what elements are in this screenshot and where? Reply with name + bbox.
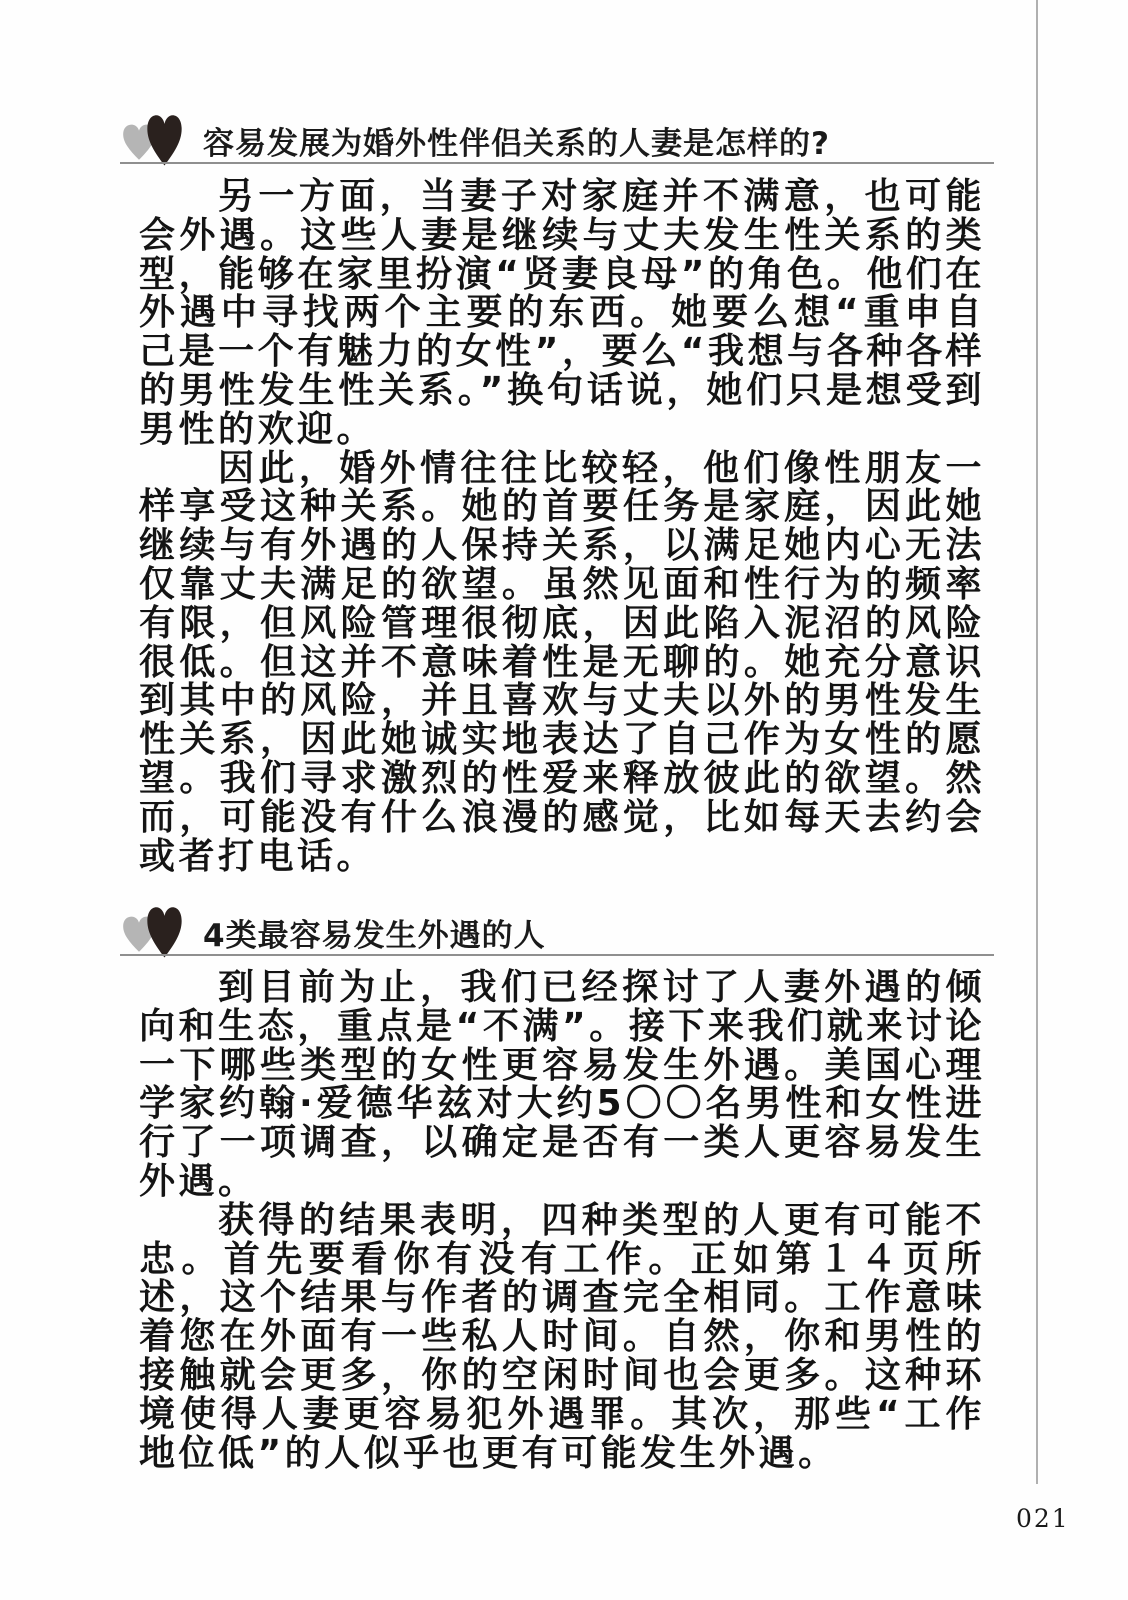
- heading-underline: [120, 954, 994, 956]
- paragraph-4: 获得的结果表明，四种类型的人更有可能不忠。首先要看你有没有工作。正如第１４页所述，这个结果与作者的调查完全相同。工作意味着您在外面有一些私人时间。自然，你和男性的接触就会更多，你的空闲时间也会更多。这种环境使得人妻更容易犯外遇罪。其次，那些“工作地位低”的人似乎也更有可能发生外遇。: [139, 1199, 985, 1474]
- heading-underline: [120, 162, 994, 164]
- margin-rule: [1036, 0, 1038, 1484]
- paragraph-3: 到目前为止，我们已经探讨了人妻外遇的倾向和生态，重点是“不满”。接下来我们就来讨论一下哪些类型的女性更容易发生外遇。美国心理学家约翰·爱德华兹对大约5〇〇名男性和女性进行了一项调查，以确定是否有一类人更容易发生外遇。: [139, 967, 985, 1202]
- section-heading: 容易发展为婚外性伴侣关系的人妻是怎样的?: [203, 126, 830, 162]
- paragraph-2: 因此，婚外情往往比较轻，他们像性朋友一样享受这种关系。她的首要任务是家庭，因此她继续与有外遇的人保持关系，以满足她内心无法仅靠丈夫满足的欲望。虽然见面和性行为的频率有限，但风险管理很彻底，因此陷入泥沼的风险很低。但这并不意味着性是无聊的。她充分意识到其中的风险，并且喜欢与丈夫以外的男性发生性关系，因此她诚实地表达了自己作为女性的愿望。我们寻求激烈的性爱来释放彼此的欲望。然而，可能没有什么浪漫的感觉，比如每天去约会或者打电话。: [139, 447, 985, 877]
- black-heart-icon: [147, 907, 181, 957]
- section-header-1: [118, 98, 1012, 164]
- body-text-block-2: [139, 969, 985, 1473]
- section-heading: 4类最容易发生外遇的人: [203, 918, 546, 954]
- black-heart-icon: [147, 115, 181, 165]
- page-number: 021: [1016, 1504, 1070, 1533]
- paragraph-1: 另一方面，当妻子对家庭并不满意，也可能会外遇。这些人妻是继续与丈夫发生性关系的类型，能够在家里扮演“贤妻良母”的角色。他们在外遇中寻找两个主要的东西。她要么想“重申自己是一个有魅力的女性”，要么“我想与各种各样的男性发生性关系。”换句话说，她们只是想受到男性的欢迎。: [139, 176, 985, 450]
- body-text-block-1: [139, 178, 985, 876]
- section-header-2: [118, 890, 1012, 956]
